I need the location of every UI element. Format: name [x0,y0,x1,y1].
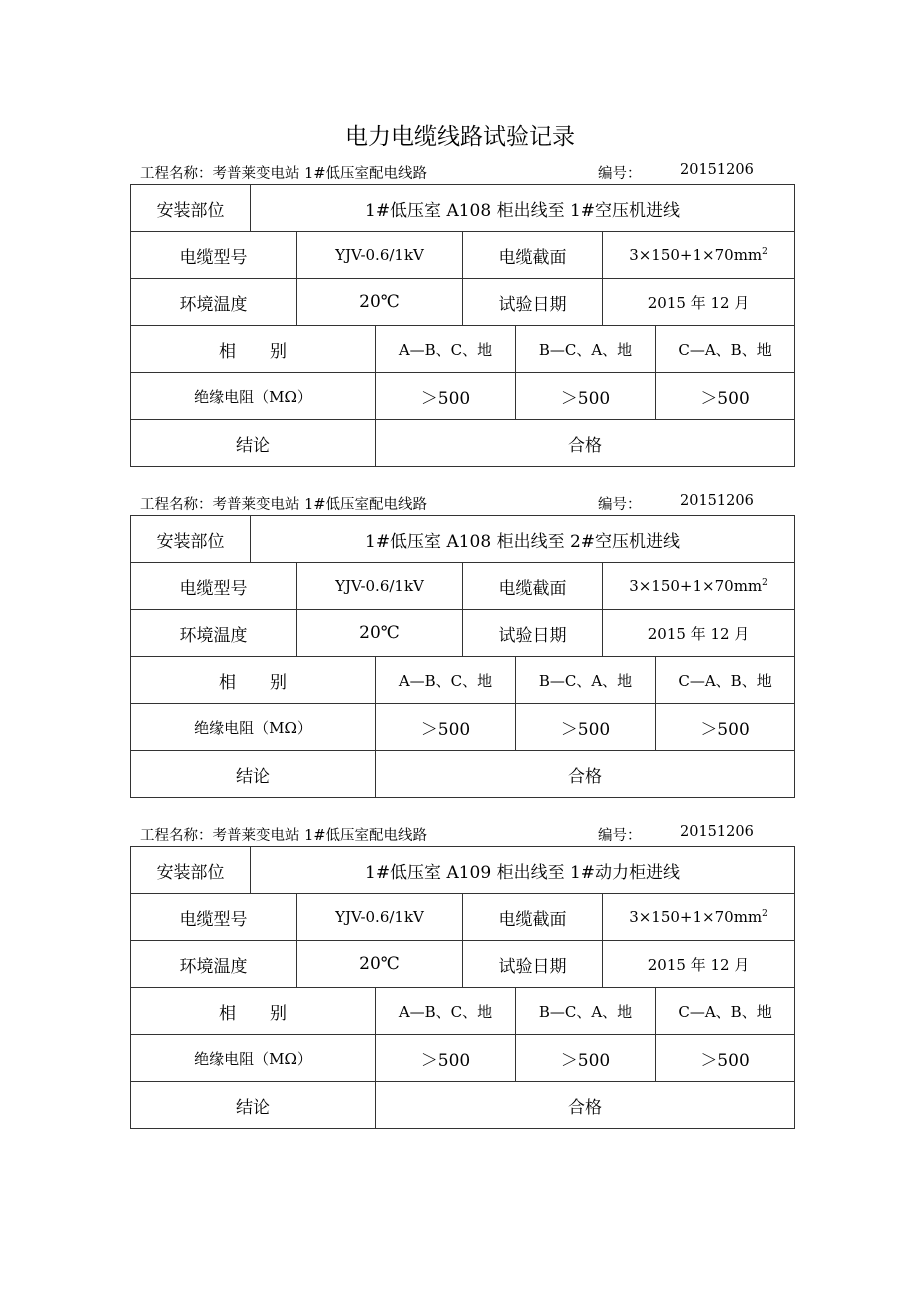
phase-c: C—A、B、地 [656,988,795,1035]
location-value: 1#低压室 A108 柜出线至 1#空压机进线 [251,185,795,232]
record-number: 20151206 [680,493,754,509]
cable-model-value: YJV-0.6/1kV [297,232,463,279]
record-number: 20151206 [680,824,754,840]
cable-model-label: 电缆型号 [131,563,297,610]
date-label: 试验日期 [463,941,603,988]
temp-value: 20℃ [297,941,463,988]
phase-a: A—B、C、地 [376,657,516,704]
project-name: 考普莱变电站 1#低压室配电线路 [212,828,427,844]
conclusion-label: 结论 [131,420,376,467]
record-header [140,493,790,513]
insulation-a: ＞500 [376,704,516,751]
cable-model-label: 电缆型号 [131,894,297,941]
phase-a: A—B、C、地 [376,988,516,1035]
insulation-b: ＞500 [516,373,656,420]
cable-section-text: 3×150+1×70mm [629,246,763,264]
insulation-c: ＞500 [656,1035,795,1082]
document-title: 电力电缆线路试验记录 [345,124,575,150]
conclusion-value: 合格 [376,1082,795,1129]
phase-b: B—C、A、地 [516,326,656,373]
record-table [130,846,795,1129]
cable-section-label: 电缆截面 [463,232,603,279]
phase-b: B—C、A、地 [516,988,656,1035]
cable-model-value: YJV-0.6/1kV [297,563,463,610]
cable-section-text: 3×150+1×70mm [629,908,763,926]
date-value: 2015 年 12 月 [603,941,795,988]
project-label: 工程名称： [140,166,213,182]
location-label: 安装部位 [131,847,251,894]
temp-label: 环境温度 [131,941,297,988]
conclusion-value: 合格 [376,751,795,798]
insulation-b: ＞500 [516,1035,656,1082]
date-label: 试验日期 [463,279,603,326]
phase-b: B—C、A、地 [516,657,656,704]
conclusion-value: 合格 [376,420,795,467]
phase-c: C—A、B、地 [656,326,795,373]
record-table [130,515,795,798]
insulation-c: ＞500 [656,373,795,420]
phase-label: 相 别 [131,988,376,1035]
cable-model-value: YJV-0.6/1kV [297,894,463,941]
location-value: 1#低压室 A109 柜出线至 1#动力柜进线 [251,847,795,894]
cable-model-label: 电缆型号 [131,232,297,279]
number-label: 编号： [598,166,642,182]
number-label: 编号： [598,828,642,844]
location-label: 安装部位 [131,516,251,563]
record-header [140,162,790,182]
record-table [130,184,795,467]
temp-value: 20℃ [297,279,463,326]
location-label: 安装部位 [131,185,251,232]
phase-c: C—A、B、地 [656,657,795,704]
date-value: 2015 年 12 月 [603,279,795,326]
cable-section-label: 电缆截面 [463,894,603,941]
cable-section-value [603,894,795,941]
insulation-label: 绝缘电阻（MΩ） [131,704,376,751]
project-label: 工程名称： [140,828,213,844]
temp-value: 20℃ [297,610,463,657]
project-label: 工程名称： [140,497,213,513]
project-name: 考普莱变电站 1#低压室配电线路 [212,497,427,513]
cable-section-sup: 2 [762,909,768,919]
date-label: 试验日期 [463,610,603,657]
phase-label: 相 别 [131,326,376,373]
insulation-c: ＞500 [656,704,795,751]
cable-section-sup: 2 [762,578,768,588]
number-label: 编号： [598,497,642,513]
conclusion-label: 结论 [131,751,376,798]
temp-label: 环境温度 [131,610,297,657]
date-value: 2015 年 12 月 [603,610,795,657]
cable-section-text: 3×150+1×70mm [629,577,763,595]
temp-label: 环境温度 [131,279,297,326]
project-name: 考普莱变电站 1#低压室配电线路 [212,166,427,182]
cable-section-label: 电缆截面 [463,563,603,610]
record-number: 20151206 [680,162,754,178]
record-header [140,824,790,844]
phase-label: 相 别 [131,657,376,704]
cable-section-sup: 2 [762,247,768,257]
insulation-label: 绝缘电阻（MΩ） [131,1035,376,1082]
cable-section-value [603,232,795,279]
insulation-a: ＞500 [376,1035,516,1082]
insulation-label: 绝缘电阻（MΩ） [131,373,376,420]
phase-a: A—B、C、地 [376,326,516,373]
location-value: 1#低压室 A108 柜出线至 2#空压机进线 [251,516,795,563]
cable-section-value [603,563,795,610]
conclusion-label: 结论 [131,1082,376,1129]
insulation-a: ＞500 [376,373,516,420]
insulation-b: ＞500 [516,704,656,751]
